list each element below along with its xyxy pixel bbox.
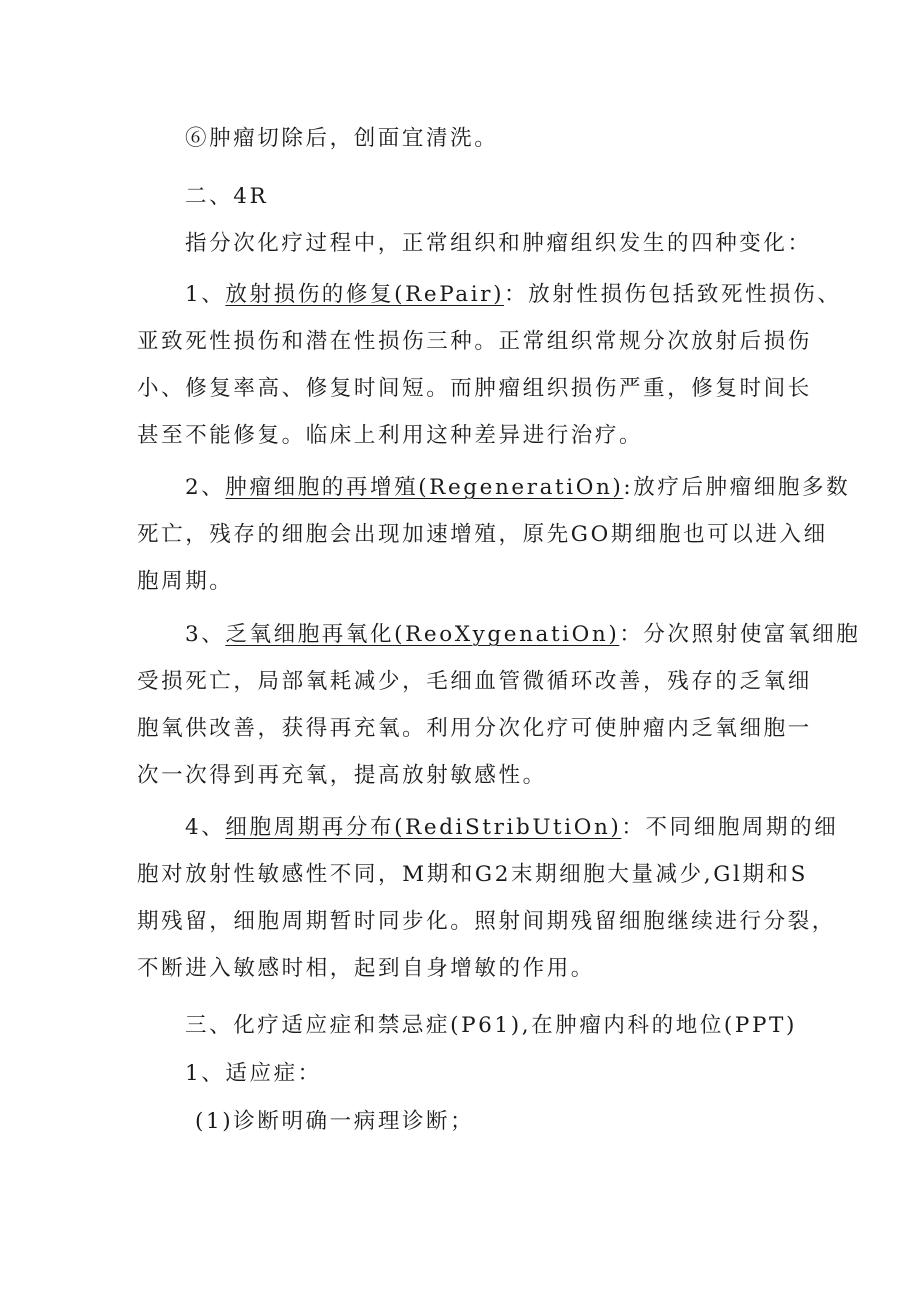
- repair-term: 放射损伤的修复(RePair): [225, 282, 505, 307]
- heading-indications: 三、化疗适应症和禁忌症(P61),在肿瘤内科的地位(PPT): [185, 1013, 797, 1038]
- redistribution-line-3: 期残留，细胞周期暂时同步化。照射间期残留细胞继续进行分裂，: [137, 909, 836, 934]
- repair-text: ：放射性损伤包括致死性损伤、: [504, 282, 842, 307]
- redistribution-text: ：不同细胞周期的细: [621, 815, 839, 840]
- indication-item-1: (1)诊断明确一病理诊断；: [195, 1109, 475, 1134]
- redistribution-number: 4、: [185, 815, 226, 840]
- repair-line-3: 小、修复率高、修复时间短。而肿瘤组织损伤严重，修复时间长: [137, 376, 812, 401]
- heading-indications-sub: 1、适应症：: [185, 1061, 322, 1086]
- paragraph-tumor-wash: ⑥肿瘤切除后，创面宜清洗。: [185, 126, 499, 151]
- repair-line-1: [185, 280, 841, 310]
- reoxygenation-line-4: 次一次得到再充氧，提高放射敏感性。: [137, 763, 547, 788]
- paragraph-4r-intro: 指分次化疗过程中，正常组织和肿瘤组织发生的四种变化：: [185, 231, 812, 256]
- redistribution-line-2: 胞对放射性敏感性不同，M期和G2末期细胞大量减少,Gl期和S: [137, 862, 808, 887]
- reoxygenation-text: ：分次照射使富氧细胞: [619, 622, 861, 647]
- reoxygenation-term: 乏氧细胞再氧化(ReoXygenatiOn): [225, 622, 620, 647]
- regeneration-line-3: 胞周期。: [137, 569, 234, 594]
- regeneration-text: :放疗后肿瘤细胞多数: [623, 475, 851, 500]
- redistribution-term: 细胞周期再分布(RediStribUtiOn): [225, 815, 622, 840]
- reoxygenation-line-3: 胞氧供改善，获得再充氧。利用分次化疗可使肿瘤内乏氧细胞一: [137, 716, 812, 741]
- regeneration-line-1: [185, 473, 850, 503]
- redistribution-line-4: 不断进入敏感时相，起到自身增敏的作用。: [137, 956, 595, 981]
- redistribution-line-1: [185, 813, 838, 843]
- regeneration-line-2: 死亡，残存的细胞会出现加速增殖，原先GO期细胞也可以进入细: [137, 522, 828, 547]
- repair-number: 1、: [185, 282, 226, 307]
- repair-line-4: 甚至不能修复。临床上利用这种差异进行治疗。: [137, 423, 644, 448]
- reoxygenation-line-1: [185, 620, 860, 650]
- regeneration-term: 肿瘤细胞的再增殖(RegeneratiOn): [225, 475, 624, 500]
- heading-4r: 二、4R: [185, 184, 269, 209]
- reoxygenation-line-2: 受损死亡，局部氧耗减少，毛细血管微循环改善，残存的乏氧细: [137, 669, 812, 694]
- reoxygenation-number: 3、: [185, 622, 226, 647]
- repair-line-2: 亚致死性损伤和潜在性损伤三种。正常组织常规分次放射后损伤: [137, 329, 812, 354]
- regeneration-number: 2、: [185, 475, 226, 500]
